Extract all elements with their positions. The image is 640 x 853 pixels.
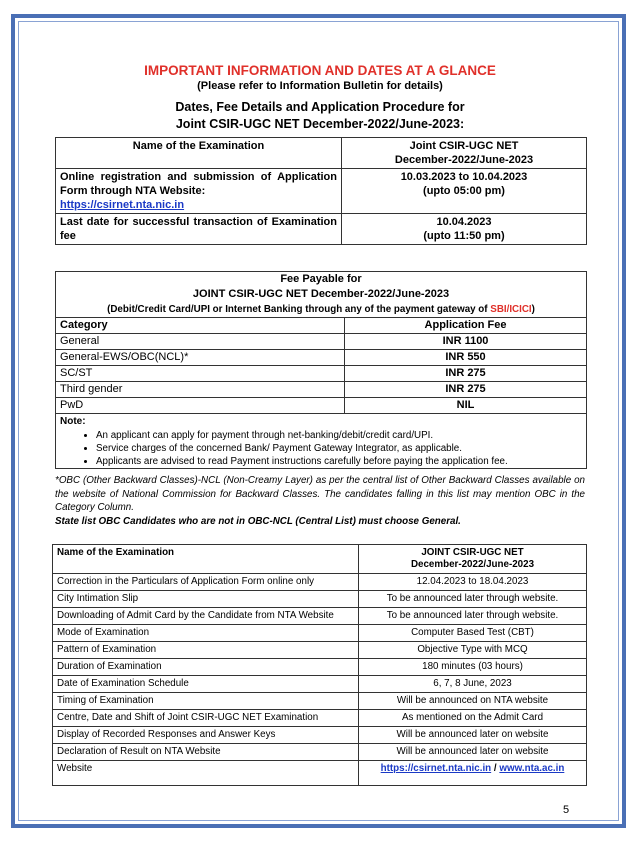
table-row (53, 676, 587, 693)
notes-list (60, 429, 582, 468)
table-row (53, 744, 587, 761)
table-row (56, 169, 587, 214)
list-item: • Applicants are advised to read Payment instructions carefully before paying the application fee. (96, 455, 582, 468)
column-header: Joint CSIR-UGC NET December-2022/June-2023 (342, 138, 587, 169)
table-row (53, 761, 587, 786)
obc-note-bold: State list OBC Candidates who are not in OBC-NCL (Central List) must choose General. (55, 515, 461, 527)
fee-heading: Fee Payable for JOINT CSIR-UGC NET December-2022/June-2023 (Debit/Credit Card/UPI or Internet Banking through any of the payment gateway of SBI/ICICI) (56, 272, 587, 318)
row-value: To be announced later through website. (359, 608, 587, 625)
registration-link[interactable]: https://csirnet.nta.nic.in (60, 199, 185, 211)
row-label: Display of Recorded Responses and Answer Keys (53, 727, 359, 744)
table-row (53, 591, 587, 608)
row-value: Will be announced on NTA website (359, 693, 587, 710)
fee-category: General (56, 334, 345, 350)
row-value: Will be announced later on website (359, 727, 587, 744)
table-row (56, 366, 587, 382)
exam-details-table (52, 544, 587, 786)
table-row (56, 350, 587, 366)
row-value: 12.04.2023 to 18.04.2023 (359, 574, 587, 591)
note-label: Note: (60, 416, 86, 427)
row-value: To be announced later through website. (359, 591, 587, 608)
table-row (56, 214, 587, 245)
fee-amount: INR 550 (345, 350, 587, 366)
row-value: https://csirnet.nta.nic.in / www.nta.ac.in (359, 761, 587, 786)
table-header-row (56, 138, 587, 169)
row-label: City Intimation Slip (53, 591, 359, 608)
row-label: Declaration of Result on NTA Website (53, 744, 359, 761)
table-row (53, 710, 587, 727)
list-item: • Service charges of the concerned Bank/ Payment Gateway Integrator, as applicable. (96, 442, 582, 455)
row-label: Website (53, 761, 359, 786)
notes-row (56, 414, 587, 469)
table-header-row (56, 318, 587, 334)
fee-category: Third gender (56, 382, 345, 398)
fee-heading-row (56, 272, 587, 318)
row-value: 10.04.2023 (upto 11:50 pm) (342, 214, 587, 245)
row-label: Timing of Examination (53, 693, 359, 710)
table-row (53, 625, 587, 642)
fee-table (55, 271, 587, 469)
column-header: Category (56, 318, 345, 334)
page-subtitle: (Please refer to Information Bulletin for details) (197, 80, 443, 92)
row-value: As mentioned on the Admit Card (359, 710, 587, 727)
fee-category: General-EWS/OBC(NCL)* (56, 350, 345, 366)
table-row (53, 642, 587, 659)
dates-heading: Dates, Fee Details and Application Procedure for Joint CSIR-UGC NET December-2022/June-2023: (175, 100, 465, 131)
column-header: Name of the Examination (56, 138, 342, 169)
table-row (53, 693, 587, 710)
row-value: Objective Type with MCQ (359, 642, 587, 659)
table-header-row (53, 545, 587, 574)
row-label: Date of Examination Schedule (53, 676, 359, 693)
fee-amount: INR 275 (345, 382, 587, 398)
row-label: Duration of Examination (53, 659, 359, 676)
table-row (56, 382, 587, 398)
row-value: 6, 7, 8 June, 2023 (359, 676, 587, 693)
row-label: Correction in the Particulars of Application Form online only (53, 574, 359, 591)
page-number: 5 (563, 804, 570, 816)
fee-amount: INR 275 (345, 366, 587, 382)
fee-category: PwD (56, 398, 345, 414)
row-label: Online registration and submission of Application Form through NTA Website: https://csirnet.nta.nic.in (56, 169, 342, 214)
table-row (53, 659, 587, 676)
fee-category: SC/ST (56, 366, 345, 382)
row-label: Mode of Examination (53, 625, 359, 642)
row-label: Downloading of Admit Card by the Candidate from NTA Website (53, 608, 359, 625)
fee-amount: NIL (345, 398, 587, 414)
row-label: Last date for successful transaction of Examination fee (56, 214, 342, 245)
obc-note: *OBC (Other Backward Classes)-NCL (Non-Creamy Layer) as per the central list of Other Backward Classes available on the website of National Commission for Backward Classes. The candidates falling in this list may mention OBC in the Category Column. State list OBC Candidates who are not in OBC-NCL (Central List) must choose General. (55, 475, 585, 527)
column-header: Name of the Examination (53, 545, 359, 574)
column-header: Application Fee (345, 318, 587, 334)
column-header: JOINT CSIR-UGC NET December-2022/June-2023 (359, 545, 587, 574)
table-row (56, 334, 587, 350)
table-row (56, 398, 587, 414)
notes-cell (56, 414, 587, 469)
nta-link[interactable]: www.nta.ac.in (499, 763, 565, 774)
row-value: 10.03.2023 to 10.04.2023 (upto 05:00 pm) (342, 169, 587, 214)
row-label: Pattern of Examination (53, 642, 359, 659)
list-item: • An applicant can apply for payment through net-banking/debit/credit card/UPI. (96, 429, 582, 442)
row-value: Computer Based Test (CBT) (359, 625, 587, 642)
fee-amount: INR 1100 (345, 334, 587, 350)
table-row (53, 574, 587, 591)
row-label: Centre, Date and Shift of Joint CSIR-UGC NET Examination (53, 710, 359, 727)
row-value: Will be announced later on website (359, 744, 587, 761)
table-row (53, 727, 587, 744)
registration-dates-table (55, 137, 587, 245)
table-row (53, 608, 587, 625)
payment-gateway: SBI/ICICI (490, 304, 532, 315)
row-value: 180 minutes (03 hours) (359, 659, 587, 676)
csirnet-link[interactable]: https://csirnet.nta.nic.in (380, 763, 492, 774)
page-title: IMPORTANT INFORMATION AND DATES AT A GLANCE (144, 63, 496, 78)
